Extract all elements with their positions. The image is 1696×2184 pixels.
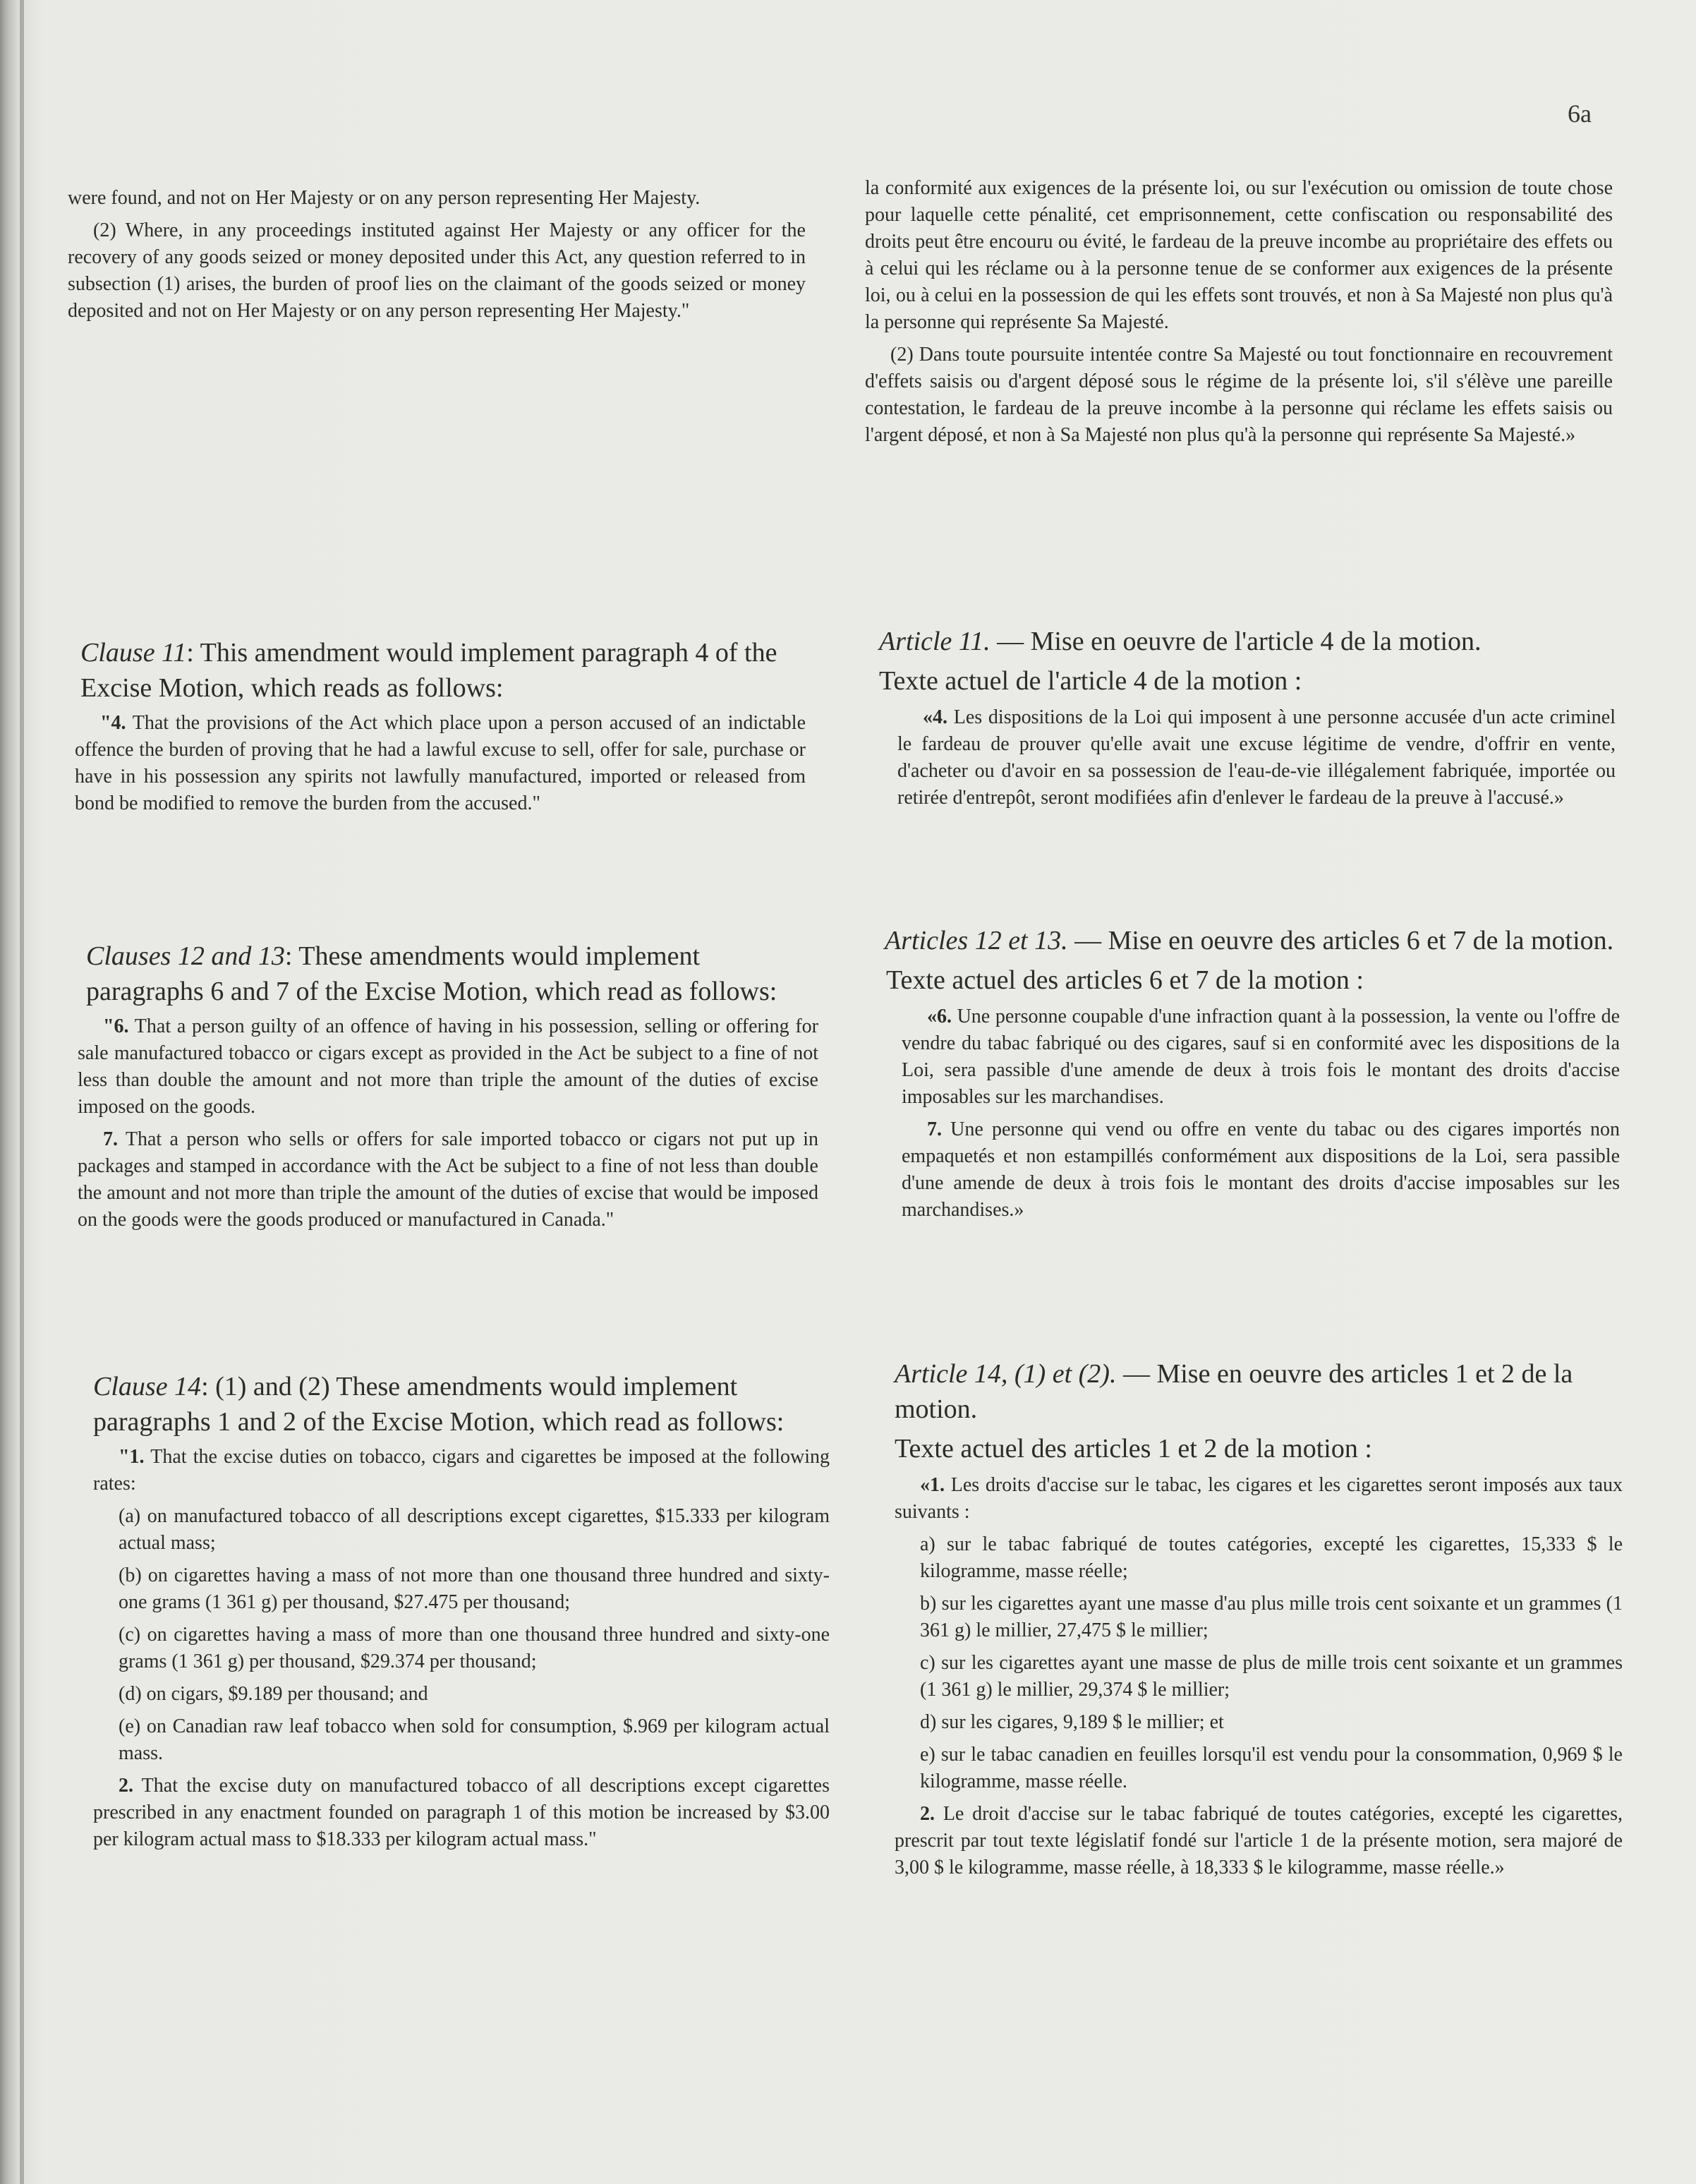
- paragraph-number: "1.: [119, 1446, 145, 1468]
- french-block-1: [865, 175, 1613, 454]
- quote-text: Une personne coupable d'une infraction quant à la possession, la vente ou l'offre de vendre du tabac fabriqué ou des cigares, sauf si en conformité avec les dispositions de la Loi, sera passible d'une amende de deux à trois fois le montant des droits d'accise imposables sur les marchandises.: [902, 1006, 1620, 1108]
- clause-heading-text: : (1) and (2) These amendments would implement paragraphs 1 and 2 of the Excise Motion, which read as follows:: [93, 1372, 785, 1437]
- clause-label: Clauses 12 and 13: [86, 941, 285, 971]
- quote-text: That the excise duty on manufactured tobacco of all descriptions except cigarettes prescribed in any enactment founded on paragraph 1 of this motion be increased by $3.00 per kilogram actual mass to $18.333 per kilogram actual mass.": [93, 1775, 830, 1850]
- french-text: (2) Dans toute poursuite intentée contre Sa Majesté ou tout fonctionnaire en recouvrement d'effets saisis ou d'argent déposé sous le régime de la présente loi, s'il s'élève une pareille contestation, le fardeau de la preuve incombe à la personne qui réclame les effets saisis ou l'argent déposé, et non à Sa Majesté non plus qu'à la personne qui représente Sa Majesté.»: [865, 344, 1613, 446]
- article-heading-text: — Mise en oeuvre des articles 1 et 2 de la motion.: [895, 1359, 1573, 1424]
- article-label: Article 14, (1) et (2).: [895, 1359, 1117, 1389]
- article-heading: [879, 624, 1616, 659]
- english-text: (2) Where, in any proceedings instituted against Her Majesty or any officer for the recovery of any goods seized or money deposited under this Act, any question referred to in subsection (1) arises, the burden of proof lies on the claimant of the goods seized or money deposited and not on Her Majesty or on any person representing Her Majesty.": [68, 219, 806, 322]
- french-text: la conformité aux exigences de la présente loi, ou sur l'exécution ou omission de toute chose pour laquelle cette pénalité, cet emprisonnement, cette confiscation ou responsabilité des droits peut être encouru ou évité, le fardeau de la preuve incombe au propriétaire des effets ou à celui qui les réclame ou à la personne tenue de se conformer aux exigences de la présente loi, ou à celui en la possession de qui les effets sont trouvés, et non à Sa Majesté non plus qu'à la personne qui représente Sa Majesté.: [865, 177, 1613, 333]
- quote-text: That a person guilty of an offence of having in his possession, selling or offering for sale manufactured tobacco or cigars except as provided in the Act be subject to a fine of not less than double the amount and not more than triple the amount of the duties of excise imposed on the goods.: [78, 1015, 818, 1118]
- article-subheading: Texte actuel des articles 1 et 2 de la motion :: [895, 1434, 1372, 1464]
- clause-heading-text: : This amendment would implement paragraph 4 of the Excise Motion, which reads as follows:: [80, 638, 777, 703]
- rate-item: a) sur le tabac fabriqué de toutes catégories, excepté les cigarettes, 15,333 $ le kilogramme, masse réelle;: [920, 1533, 1623, 1582]
- english-text: were found, and not on Her Majesty or on any person representing Her Majesty.: [68, 187, 701, 209]
- rate-item: d) sur les cigares, 9,189 $ le millier; et: [920, 1711, 1224, 1733]
- french-article-11: [865, 624, 1616, 817]
- clause-quote: [75, 710, 806, 817]
- article-heading-text: — Mise en oeuvre des articles 6 et 7 de la motion.: [1067, 926, 1614, 955]
- rate-item: (e) on Canadian raw leaf tobacco when sold for consumption, $.969 per kilogram actual mass.: [119, 1715, 830, 1764]
- clause-heading-text: : These amendments would implement paragraphs 6 and 7 of the Excise Motion, which read as follows:: [86, 941, 777, 1006]
- french-article-14: [861, 1356, 1623, 1887]
- paragraph-number: 2.: [920, 1803, 935, 1825]
- clause-heading: [80, 635, 806, 706]
- clause-label: Clause 14: [93, 1372, 202, 1401]
- article-quote: [902, 1003, 1620, 1224]
- clause-label: Clause 11: [80, 638, 187, 668]
- quote-text: Les dispositions de la Loi qui imposent à une personne accusée d'un acte criminel le fardeau de prouver qu'elle avait une excuse légitime de vendre, d'offrir en vente, d'acheter ou d'avoir en sa possession de l'eau-de-vie illégalement fabriquée, importée ou retirée d'entrepôt, seront modifiées afin d'enlever le fardeau de la preuve à l'accusé.»: [897, 706, 1616, 809]
- rate-item: (d) on cigars, $9.189 per thousand; and: [119, 1683, 428, 1705]
- paragraph-number: «1.: [920, 1474, 945, 1496]
- quote-text: That a person who sells or offers for sale imported tobacco or cigars not put up in packages and stamped in accordance with the Act be subject to a fine of not less than double the amount and not more than triple the amount of the duties of excise that would be imposed on the goods were the goods produced or manufactured in Canada.": [78, 1128, 818, 1231]
- paragraph-number: «6.: [927, 1006, 952, 1027]
- paragraph-number: "4.: [100, 712, 126, 734]
- rate-item: (c) on cigarettes having a mass of more than one thousand three hundred and sixty-one grams (1 361 g) per thousand, $29.374 per thousand;: [119, 1624, 830, 1672]
- rate-item: (a) on manufactured tobacco of all descriptions except cigarettes, $15.333 per kilogram actual mass;: [119, 1505, 830, 1554]
- quote-text: That the excise duties on tobacco, cigars and cigarettes be imposed at the following rates:: [93, 1446, 830, 1495]
- article-heading-text: — Mise en oeuvre de l'article 4 de la motion.: [990, 627, 1482, 656]
- article-heading: [885, 923, 1620, 958]
- rate-item: b) sur les cigarettes ayant une masse d'au plus mille trois cent soixante et un grammes (1 361 g) le millier, 27,475 $ le millier;: [920, 1593, 1623, 1641]
- page-number: 6a: [1568, 99, 1592, 128]
- english-clauses-12-13: [54, 939, 818, 1239]
- paragraph-number: 2.: [119, 1775, 133, 1797]
- english-block-1: [68, 185, 806, 330]
- clause-quote: [93, 1444, 830, 1853]
- article-label: Articles 12 et 13.: [885, 926, 1068, 955]
- clause-heading: [86, 939, 818, 1009]
- paragraph-number: «4.: [923, 706, 947, 728]
- english-clause-11: [34, 635, 806, 823]
- article-subheading: Texte actuel de l'article 4 de la motion :: [879, 666, 1302, 696]
- article-subheading: Texte actuel des articles 6 et 7 de la motion :: [886, 965, 1364, 995]
- quote-text: That the provisions of the Act which place upon a person accused of an indictable offence the burden of proving that he had a lawful excuse to sell, offer for sale, purchase or have in his possession any spirits not lawfully manufactured, imported or released from bond be modified to remove the burden from the accused.": [75, 712, 806, 814]
- article-quote: [895, 1472, 1623, 1881]
- french-articles-12-13: [854, 923, 1620, 1229]
- rate-item: c) sur les cigarettes ayant une masse de plus de mille trois cent soixante et un grammes (1 361 g) le millier, 29,374 $ le millier;: [920, 1652, 1623, 1701]
- rate-item: (b) on cigarettes having a mass of not more than one thousand three hundred and sixty-one grams (1 361 g) per thousand, $27.475 per thousand;: [119, 1564, 830, 1613]
- clause-heading: [93, 1369, 830, 1440]
- article-label: Article 11.: [879, 627, 991, 656]
- paragraph-number: "6.: [103, 1015, 129, 1037]
- quote-text: Une personne qui vend ou offre en vente du tabac ou des cigares importés non empaquetés et non estampillés conformément aux dispositions de la Loi, sera passible d'une amende de deux à trois fois le montant des droits d'accise imposables sur les marchandises.»: [902, 1118, 1620, 1221]
- book-spine-shadow: [20, 0, 24, 2184]
- article-quote: [897, 704, 1616, 812]
- paragraph-number: 7.: [927, 1118, 942, 1140]
- clause-quote: [78, 1013, 818, 1233]
- rate-item: e) sur le tabac canadien en feuilles lorsqu'il est vendu pour la consommation, 0,969 $ le kilogramme, masse réelle.: [920, 1744, 1623, 1792]
- english-clause-14: [65, 1369, 830, 1859]
- article-heading: [895, 1356, 1623, 1427]
- quote-text: Le droit d'accise sur le tabac fabriqué de toutes catégories, excepté les cigarettes, prescrit par tout texte législatif fondé sur l'article 1 de la présente motion, sera majoré de 3,00 $ le kilogramme, masse réelle, à 18,333 $ le kilogramme, masse réelle.»: [895, 1803, 1623, 1878]
- quote-text: Les droits d'accise sur le tabac, les cigares et les cigarettes seront imposés aux taux suivants :: [895, 1474, 1623, 1523]
- paragraph-number: 7.: [103, 1128, 118, 1150]
